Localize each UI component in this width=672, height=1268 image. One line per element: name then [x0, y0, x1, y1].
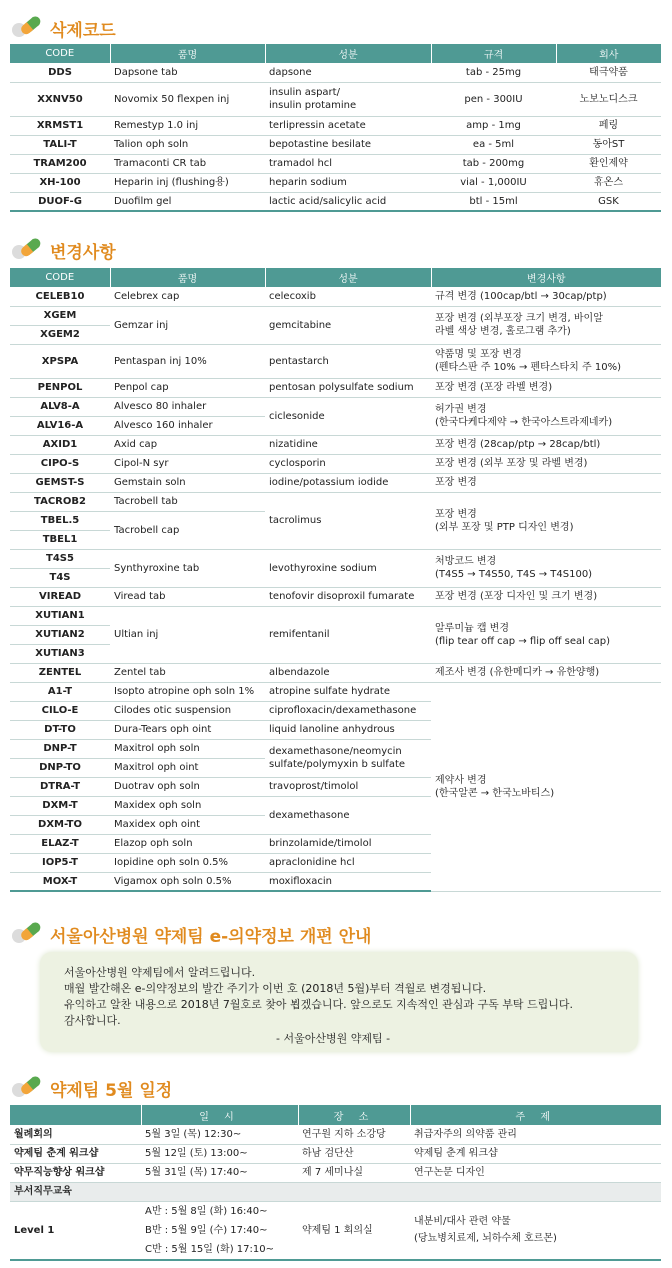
- place-cell: 제 7 세미나실: [298, 1163, 410, 1182]
- notice-line: 유익하고 알찬 내용으로 2018년 7월호로 찾아 뵙겠습니다. 앞으로도 지속적인 관심과 구독 부탁 드립니다.: [64, 998, 573, 1011]
- code-cell: XGEM2: [10, 325, 110, 344]
- code-cell: MOX-T: [10, 872, 110, 891]
- date-cell: 5월 12일 (토) 13:00~: [141, 1144, 298, 1163]
- ingredient-cell: [265, 82, 431, 116]
- name-cell: Novomix 50 flexpen inj: [110, 82, 265, 116]
- table-row: [10, 1201, 661, 1260]
- notice-section-header: [10, 918, 650, 948]
- capsule-icon: [10, 918, 44, 948]
- name-cell: Dapsone tab: [110, 63, 265, 82]
- code-cell: T4S: [10, 568, 110, 587]
- code-cell: TRAM200: [10, 154, 110, 173]
- name-cell: Alvesco 160 inhaler: [110, 416, 265, 435]
- group-label: 부서직무교육: [10, 1182, 661, 1201]
- ingredient-cell: celecoxib: [265, 287, 431, 306]
- spec-cell: pen - 300IU: [431, 82, 556, 116]
- name-cell: Duofilm gel: [110, 192, 265, 211]
- event-cell: Level 1: [10, 1201, 141, 1260]
- deleted-codes-table: [10, 44, 661, 212]
- table-row: [10, 397, 661, 416]
- change-line: 포장 변경 (외부포장 크기 변경, 바이알: [435, 313, 603, 324]
- ingredient-cell: tenofovir disoproxil fumarate: [265, 587, 431, 606]
- change-cell: 포장 변경 (28cap/ptp → 28cap/btl): [431, 435, 661, 454]
- name-cell: Celebrex cap: [110, 287, 265, 306]
- section-title: 삭제코드: [50, 21, 116, 41]
- name-cell: Talion oph soln: [110, 135, 265, 154]
- ingredient-line: dexamethasone/neomycin: [269, 746, 402, 757]
- code-cell: CIPO-S: [10, 454, 110, 473]
- event-cell: 약제팀 춘계 워크샵: [10, 1144, 141, 1163]
- name-cell: Maxitrol oph oint: [110, 758, 265, 777]
- col-header-name: 품명: [110, 44, 265, 63]
- code-cell: PENPOL: [10, 378, 110, 397]
- topic-cell: 연구논문 디자인: [410, 1163, 661, 1182]
- table-row: [10, 378, 661, 397]
- code-cell: DUOF-G: [10, 192, 110, 211]
- change-line: 포장 변경: [435, 508, 477, 520]
- change-line: (펜타스판 주 10% → 펜타스타치 주 10%): [435, 362, 621, 373]
- ingredient-cell: travoprost/timolol: [265, 777, 431, 796]
- col-header-event: [10, 1105, 141, 1125]
- change-line: (한국다케다제약 → 한국아스트라제네카): [435, 417, 613, 428]
- code-cell: IOP5-T: [10, 853, 110, 872]
- change-cell: [431, 397, 661, 435]
- changes-table: [10, 268, 661, 892]
- ingredient-cell: levothyroxine sodium: [265, 549, 431, 587]
- table-row: [10, 1125, 661, 1144]
- code-cell: T4S5: [10, 549, 110, 568]
- code-cell: CELEB10: [10, 287, 110, 306]
- ingredient-cell: [265, 739, 431, 777]
- name-cell: Cipol-N syr: [110, 454, 265, 473]
- change-cell: 제조사 변경 (유한메디카 → 유한양행): [431, 663, 661, 682]
- change-cell: [431, 606, 661, 663]
- company-cell: 노보노디스크: [556, 82, 661, 116]
- topic-cell: 약제팀 춘계 워크샵: [410, 1144, 661, 1163]
- change-line: 약품명 및 포장 변경: [435, 349, 522, 360]
- company-cell: 페링: [556, 116, 661, 135]
- name-cell: Dura-Tears oph oint: [110, 720, 265, 739]
- table-row: [10, 1144, 661, 1163]
- change-cell: [431, 306, 661, 344]
- name-cell: Gemstain soln: [110, 473, 265, 492]
- notice-line: 서울아산병원 약제팀에서 알려드립니다.: [64, 966, 256, 979]
- col-header-date: 일 시: [141, 1105, 298, 1125]
- date-line: A반 : 5월 8일 (화) 16:40~: [145, 1205, 268, 1217]
- company-cell: GSK: [556, 192, 661, 211]
- notice-line: 매월 발간해온 e-의약정보의 발간 주기가 이번 호 (2018년 5월)부터 격월로 변경됩니다.: [64, 982, 487, 995]
- code-cell: XH-100: [10, 173, 110, 192]
- ingredient-cell: nizatidine: [265, 435, 431, 454]
- change-cell: [431, 682, 661, 891]
- date-cell: 5월 3일 (목) 12:30~: [141, 1125, 298, 1144]
- event-cell: 월례회의: [10, 1125, 141, 1144]
- name-cell: Vigamox oph soln 0.5%: [110, 872, 265, 891]
- change-cell: 포장 변경 (외부 포장 및 라벨 변경): [431, 454, 661, 473]
- code-cell: DT-TO: [10, 720, 110, 739]
- capsule-icon: [10, 234, 44, 264]
- code-cell: XXNV50: [10, 82, 110, 116]
- name-cell: Iopidine oph soln 0.5%: [110, 853, 265, 872]
- change-line: (T4S5 → T4S50, T4S → T4S100): [435, 569, 593, 580]
- col-header-code: CODE: [10, 44, 110, 63]
- code-cell: ZENTEL: [10, 663, 110, 682]
- change-line: 라벨 색상 변경, 홀로그램 추가): [435, 326, 571, 337]
- spec-cell: vial - 1,000IU: [431, 173, 556, 192]
- change-cell: 포장 변경 (포장 라벨 변경): [431, 378, 661, 397]
- company-cell: 휴온스: [556, 173, 661, 192]
- notice-signature: - 서울아산병원 약제팀 -: [276, 1032, 391, 1045]
- code-cell: XPSPA: [10, 344, 110, 378]
- col-header-ingredient: 성분: [265, 44, 431, 63]
- group-row: [10, 1182, 661, 1201]
- table-row: [10, 682, 661, 701]
- table-row: [10, 344, 661, 378]
- name-cell: Heparin inj (flushing용): [110, 173, 265, 192]
- spec-cell: ea - 5ml: [431, 135, 556, 154]
- schedule-table: [10, 1105, 661, 1261]
- date-line: C반 : 5월 15일 (화) 17:10~: [145, 1243, 274, 1255]
- change-cell: 규격 변경 (100cap/btl → 30cap/ptp): [431, 287, 661, 306]
- name-cell: Alvesco 80 inhaler: [110, 397, 265, 416]
- table-row: [10, 587, 661, 606]
- change-cell: [431, 549, 661, 587]
- code-cell: TACROB2: [10, 492, 110, 511]
- code-cell: DNP-T: [10, 739, 110, 758]
- ingredient-cell: lactic acid/salicylic acid: [265, 192, 431, 211]
- notice-box: [40, 952, 638, 1052]
- table-row: [10, 82, 661, 116]
- code-cell: TBEL.5: [10, 511, 110, 530]
- ingredient-cell: pentosan polysulfate sodium: [265, 378, 431, 397]
- ingredient-line: insulin aspart/: [269, 87, 340, 98]
- code-cell: XUTIAN3: [10, 644, 110, 663]
- col-header-topic: 주 제: [410, 1105, 661, 1125]
- notice-line: 감사합니다.: [64, 1014, 121, 1027]
- code-cell: DNP-TO: [10, 758, 110, 777]
- change-line: 제약사 변경: [435, 774, 487, 786]
- section-title: 약제팀 5월 일정: [50, 1081, 173, 1101]
- change-line: (flip tear off cap → flip off seal cap): [435, 635, 611, 647]
- col-header-change: 변경사항: [431, 268, 661, 287]
- ingredient-cell: brinzolamide/timolol: [265, 834, 431, 853]
- section-title: 서울아산병원 약제팀 e-의약정보 개편 안내: [50, 927, 372, 947]
- place-cell: 하남 검단산: [298, 1144, 410, 1163]
- code-cell: AXID1: [10, 435, 110, 454]
- table-row: [10, 606, 661, 625]
- col-header-spec: 규격: [431, 44, 556, 63]
- name-cell: Maxitrol oph soln: [110, 739, 265, 758]
- ingredient-cell: dexamethasone: [265, 796, 431, 834]
- code-cell: TBEL1: [10, 530, 110, 549]
- change-cell: 포장 변경: [431, 473, 661, 492]
- code-cell: XUTIAN2: [10, 625, 110, 644]
- capsule-icon: [10, 1072, 44, 1102]
- ingredient-cell: ciclesonide: [265, 397, 431, 435]
- ingredient-cell: albendazole: [265, 663, 431, 682]
- name-cell: Gemzar inj: [110, 306, 265, 344]
- ingredient-cell: pentastarch: [265, 344, 431, 378]
- ingredient-line: insulin protamine: [269, 100, 357, 111]
- name-cell: Viread tab: [110, 587, 265, 606]
- ingredient-line: sulfate/polymyxin b sulfate: [269, 759, 406, 770]
- place-cell: 연구원 지하 소강당: [298, 1125, 410, 1144]
- change-line: 알루미늄 캡 변경: [435, 622, 509, 634]
- name-cell: Duotrav oph soln: [110, 777, 265, 796]
- name-cell: Synthyroxine tab: [110, 549, 265, 587]
- change-cell: [431, 492, 661, 549]
- ingredient-cell: remifentanil: [265, 606, 431, 663]
- name-cell: Tacrobell cap: [110, 511, 265, 549]
- name-cell: Axid cap: [110, 435, 265, 454]
- date-cell: 5월 31일 (목) 17:40~: [141, 1163, 298, 1182]
- code-cell: XRMST1: [10, 116, 110, 135]
- table-row: [10, 63, 661, 82]
- table-row: [10, 287, 661, 306]
- table-row: [10, 116, 661, 135]
- section-title: 변경사항: [50, 243, 116, 263]
- ingredient-cell: bepotastine besilate: [265, 135, 431, 154]
- ingredient-cell: ciprofloxacin/dexamethasone: [265, 701, 431, 720]
- date-cell: [141, 1201, 298, 1260]
- topic-cell: [410, 1201, 661, 1260]
- ingredient-cell: tramadol hcl: [265, 154, 431, 173]
- name-cell: Tacrobell tab: [110, 492, 265, 511]
- name-cell: Maxidex oph soln: [110, 796, 265, 815]
- table-row: [10, 173, 661, 192]
- topic-cell: 취급자주의 의약품 관리: [410, 1125, 661, 1144]
- changes-section-header: [10, 234, 650, 264]
- name-cell: Penpol cap: [110, 378, 265, 397]
- ingredient-cell: liquid lanoline anhydrous: [265, 720, 431, 739]
- col-header-place: 장 소: [298, 1105, 410, 1125]
- table-row: [10, 549, 661, 568]
- table-row: [10, 492, 661, 511]
- ingredient-cell: terlipressin acetate: [265, 116, 431, 135]
- table-row: [10, 154, 661, 173]
- spec-cell: tab - 200mg: [431, 154, 556, 173]
- name-cell: Cilodes otic suspension: [110, 701, 265, 720]
- name-cell: Zentel tab: [110, 663, 265, 682]
- code-cell: DDS: [10, 63, 110, 82]
- deleted-section-header: [10, 12, 650, 42]
- ingredient-cell: tacrolimus: [265, 492, 431, 549]
- change-line: (한국알콘 → 한국노바티스): [435, 787, 555, 799]
- code-cell: DXM-T: [10, 796, 110, 815]
- date-line: B반 : 5월 9일 (수) 17:40~: [145, 1224, 268, 1236]
- table-row: [10, 663, 661, 682]
- col-header-code: CODE: [10, 268, 110, 287]
- table-row: [10, 454, 661, 473]
- table-row: [10, 192, 661, 211]
- code-cell: DTRA-T: [10, 777, 110, 796]
- company-cell: 환인제약: [556, 154, 661, 173]
- company-cell: 동아ST: [556, 135, 661, 154]
- name-cell: Maxidex oph oint: [110, 815, 265, 834]
- table-row: [10, 473, 661, 492]
- name-cell: Remestyp 1.0 inj: [110, 116, 265, 135]
- company-cell: 태극약품: [556, 63, 661, 82]
- ingredient-cell: heparin sodium: [265, 173, 431, 192]
- table-row: [10, 1163, 661, 1182]
- change-line: 허가권 변경: [435, 404, 487, 415]
- place-cell: 약제팀 1 회의실: [298, 1201, 410, 1260]
- event-cell: 약무직능향상 워크샵: [10, 1163, 141, 1182]
- code-cell: GEMST-S: [10, 473, 110, 492]
- ingredient-cell: gemcitabine: [265, 306, 431, 344]
- code-cell: XUTIAN1: [10, 606, 110, 625]
- col-header-ingredient: 성분: [265, 268, 431, 287]
- topic-line: 내분비/대사 관련 약물: [414, 1216, 511, 1227]
- name-cell: Isopto atropine oph soln 1%: [110, 682, 265, 701]
- spec-cell: amp - 1mg: [431, 116, 556, 135]
- code-cell: XGEM: [10, 306, 110, 325]
- code-cell: TALI-T: [10, 135, 110, 154]
- change-line: (외부 포장 및 PTP 디자인 변경): [435, 521, 574, 533]
- code-cell: DXM-TO: [10, 815, 110, 834]
- spec-cell: btl - 15ml: [431, 192, 556, 211]
- ingredient-cell: cyclosporin: [265, 454, 431, 473]
- ingredient-cell: moxifloxacin: [265, 872, 431, 891]
- code-cell: ALV16-A: [10, 416, 110, 435]
- change-cell: 포장 변경 (포장 디자인 및 크기 변경): [431, 587, 661, 606]
- code-cell: A1-T: [10, 682, 110, 701]
- change-line: 처방코드 변경: [435, 556, 497, 567]
- ingredient-cell: dapsone: [265, 63, 431, 82]
- code-cell: VIREAD: [10, 587, 110, 606]
- ingredient-cell: apraclonidine hcl: [265, 853, 431, 872]
- name-cell: Elazop oph soln: [110, 834, 265, 853]
- col-header-name: 품명: [110, 268, 265, 287]
- topic-line: (당뇨병치료제, 뇌하수체 호르몬): [414, 1233, 557, 1244]
- col-header-company: 회사: [556, 44, 661, 63]
- table-row: [10, 306, 661, 325]
- table-row: [10, 135, 661, 154]
- schedule-section-header: [10, 1072, 650, 1102]
- ingredient-cell: atropine sulfate hydrate: [265, 682, 431, 701]
- name-cell: Pentaspan inj 10%: [110, 344, 265, 378]
- spec-cell: tab - 25mg: [431, 63, 556, 82]
- code-cell: ELAZ-T: [10, 834, 110, 853]
- capsule-icon: [10, 12, 44, 42]
- code-cell: ALV8-A: [10, 397, 110, 416]
- ingredient-cell: iodine/potassium iodide: [265, 473, 431, 492]
- change-cell: [431, 344, 661, 378]
- name-cell: Ultian inj: [110, 606, 265, 663]
- code-cell: CILO-E: [10, 701, 110, 720]
- table-row: [10, 435, 661, 454]
- name-cell: Tramaconti CR tab: [110, 154, 265, 173]
